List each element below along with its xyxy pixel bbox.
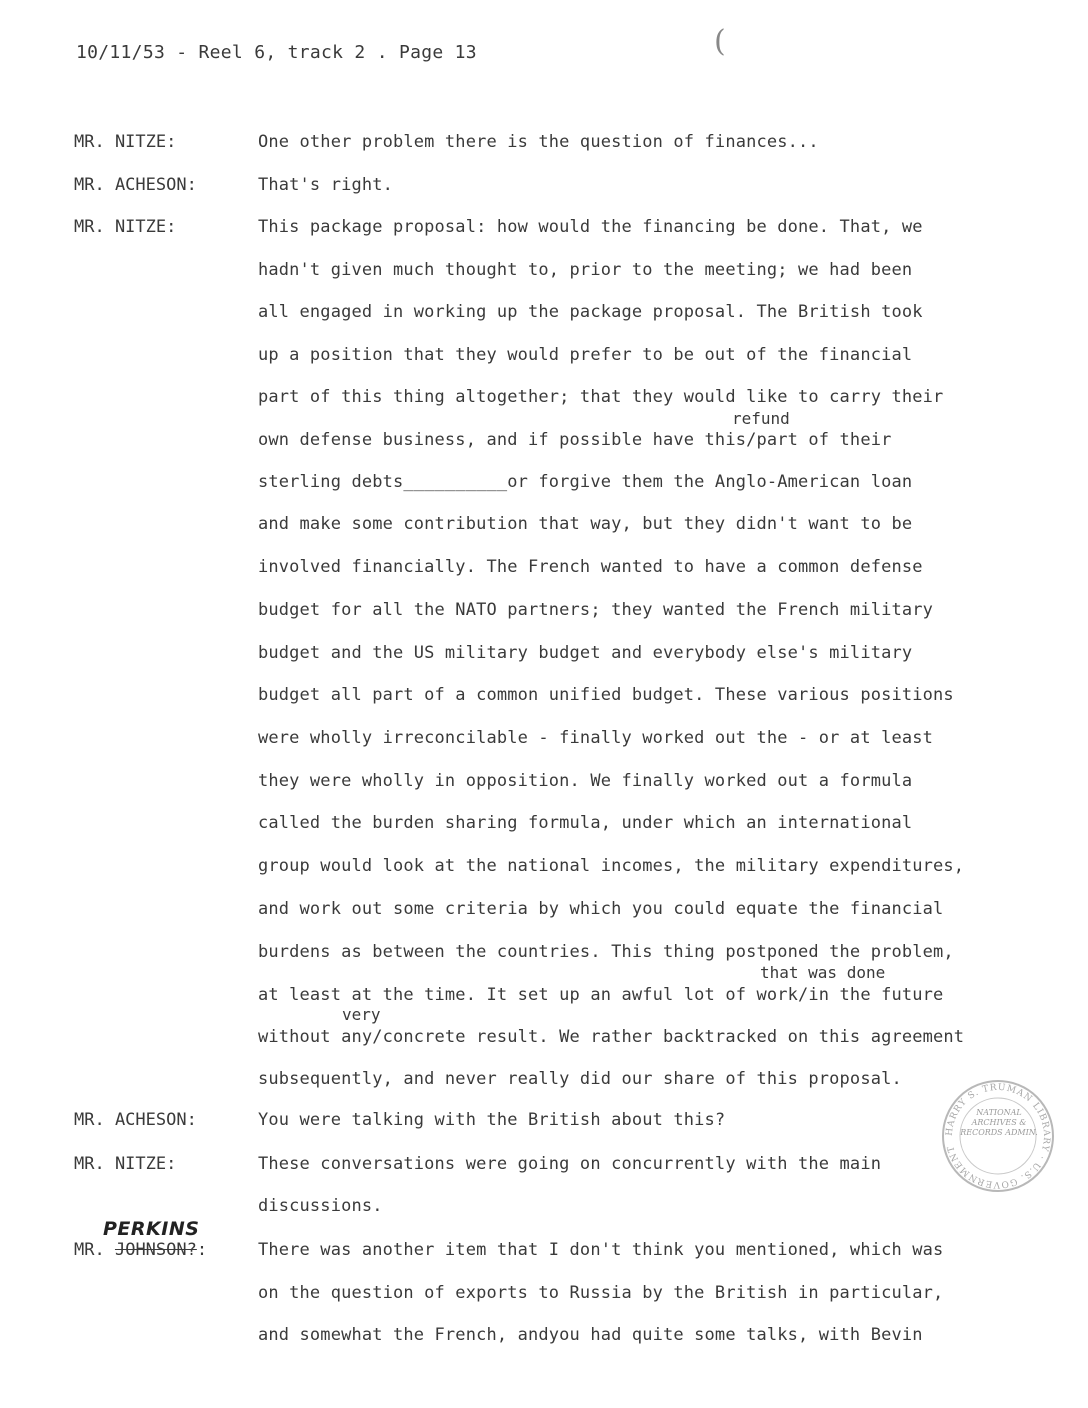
text-line: budget and the US military budget and everybody else's military [258,643,913,663]
handwritten-correction: PERKINS [103,1218,200,1240]
handwritten-mark: ( [714,24,726,59]
struck-speaker-name: JOHNSON? [114,1240,197,1260]
text-line: One other problem there is the question of finances... [258,132,819,152]
text-line: discussions. [258,1196,383,1216]
text-line: There was another item that I don't think you mentioned, which was [258,1240,944,1260]
speaker-label: MR. NITZE: [74,217,177,237]
speaker-prefix: MR. [74,1240,105,1260]
speaker-label: MR. ACHESON: [74,175,197,195]
text-line: without any/concrete result. We rather backtracked on this agreement [258,1027,965,1047]
text-line: on the question of exports to Russia by the British in particular, [258,1283,944,1303]
typed-insert: very [342,1005,381,1024]
speaker-label-perkins [74,1240,207,1260]
text-line: all engaged in working up the package proposal. The British took [258,302,923,322]
text-line: called the burden sharing formula, under which an international [258,813,913,833]
speaker-label: MR. ACHESON: [74,1110,197,1130]
text-line: You were talking with the British about this? [258,1110,726,1130]
text-line: That's right. [258,175,394,195]
text-line: part of this thing altogether; that they would like to carry their [258,387,944,407]
archive-stamp [940,1078,1056,1194]
text-line: group would look at the national incomes, the military expenditures, [258,856,965,876]
typed-insert: that was done [760,963,886,982]
text-line: at least at the time. It set up an awful lot of work/in the future [258,985,944,1005]
text-line: This package proposal: how would the financing be done. That, we [258,217,923,237]
speaker-label: MR. NITZE: [74,1154,177,1174]
text-line: These conversations were going on concurrently with the main [258,1154,882,1174]
text-line: sterling debts__________or forgive them the Anglo-American loan [258,472,913,492]
speaker-colon: : [196,1240,208,1260]
text-line: were wholly irreconcilable - finally worked out the - or at least [258,728,934,748]
text-line: own defense business, and if possible have this/part of their [258,430,892,450]
stamp-center-text: NATIONAL ARCHIVES & RECORDS ADMIN. [960,1108,1038,1137]
text-line: budget all part of a common unified budget. These various positions [258,685,954,705]
text-line: budget for all the NATO partners; they wanted the French military [258,600,934,620]
stamp-ring-text: HARRY S. TRUMAN LIBRARY · U.S. GOVERNMENT [944,1082,1052,1190]
page-header: 10/11/53 - Reel 6, track 2 . Page 13 [76,42,477,63]
text-line: and somewhat the French, andyou had quite some talks, with Bevin [258,1325,923,1345]
text-line: up a position that they would prefer to be out of the financial [258,345,913,365]
text-line: subsequently, and never really did our share of this proposal. [258,1069,902,1089]
text-line: they were wholly in opposition. We finally worked out a formula [258,771,913,791]
text-line: burdens as between the countries. This thing postponed the problem, [258,942,954,962]
typed-insert: refund [732,409,790,428]
text-line: and work out some criteria by which you could equate the financial [258,899,944,919]
text-line: hadn't given much thought to, prior to the meeting; we had been [258,260,913,280]
speaker-label: MR. NITZE: [74,132,177,152]
text-line: and make some contribution that way, but they didn't want to be [258,514,913,534]
text-line: involved financially. The French wanted to have a common defense [258,557,923,577]
